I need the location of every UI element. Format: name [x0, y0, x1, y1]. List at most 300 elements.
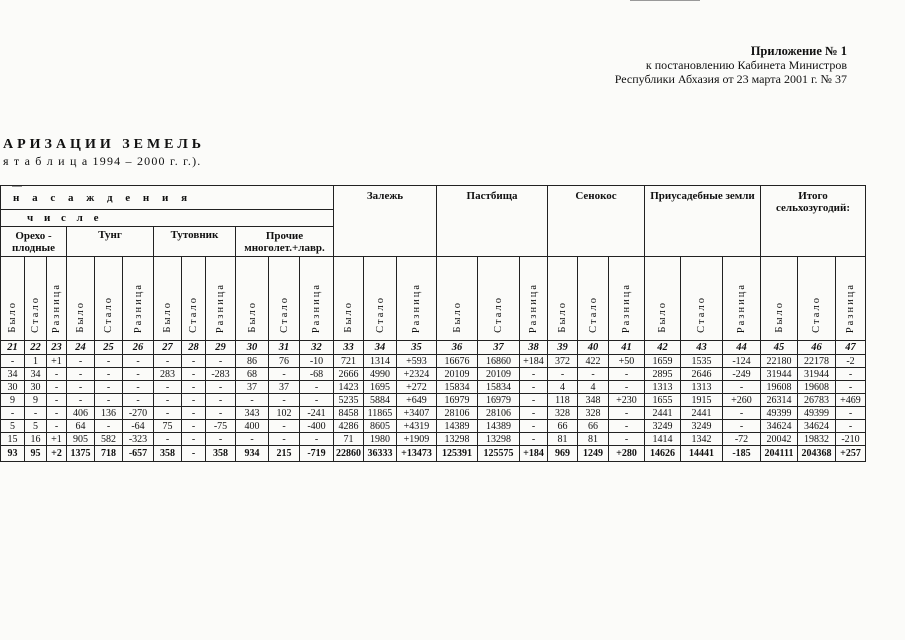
- col-label: [236, 257, 269, 341]
- table-cell: 64: [67, 420, 95, 433]
- table-cell: -: [548, 368, 578, 381]
- col-label: [47, 257, 67, 341]
- col-label: [123, 257, 154, 341]
- col-number: 45: [761, 341, 798, 355]
- table-cell: -: [182, 368, 206, 381]
- totals-cell: +184: [520, 446, 548, 462]
- table-cell: -: [609, 407, 645, 420]
- table-cell: -: [95, 394, 123, 407]
- col-label: [182, 257, 206, 341]
- table-cell: 75: [154, 420, 182, 433]
- col-number: 25: [95, 341, 123, 355]
- col-label-text: Разница: [736, 282, 747, 333]
- col-label: [334, 257, 364, 341]
- table-cell: -: [154, 394, 182, 407]
- col-number: 44: [723, 341, 761, 355]
- table-cell: -: [67, 394, 95, 407]
- table-cell: 2441: [681, 407, 723, 420]
- col-number: 23: [47, 341, 67, 355]
- table-cell: -: [95, 368, 123, 381]
- table-cell: 5235: [334, 394, 364, 407]
- col-number: 47: [836, 341, 866, 355]
- table-cell: 348: [578, 394, 609, 407]
- totals-cell: -185: [723, 446, 761, 462]
- totals-cell: 14626: [645, 446, 681, 462]
- table-cell: 328: [578, 407, 609, 420]
- table-cell: 76: [269, 355, 300, 368]
- table-cell: 34624: [798, 420, 836, 433]
- table-cell: 2666: [334, 368, 364, 381]
- totals-cell: 1249: [578, 446, 609, 462]
- table-cell: -: [47, 407, 67, 420]
- table-cell: 20042: [761, 433, 798, 446]
- table-cell: -270: [123, 407, 154, 420]
- table-cell: -: [300, 381, 334, 394]
- col-label-text: Было: [557, 301, 568, 333]
- col-label: [300, 257, 334, 341]
- table-cell: -72: [723, 433, 761, 446]
- group-itogo: Итого сельхозугодий:: [761, 186, 866, 257]
- table-cell: 37: [269, 381, 300, 394]
- col-label-text: Было: [7, 301, 18, 333]
- table-cell: +184: [520, 355, 548, 368]
- crop-header-oreho: Орехо - плодные: [1, 227, 67, 257]
- table-cell: -: [836, 420, 866, 433]
- totals-cell: 969: [548, 446, 578, 462]
- table-cell: 1423: [334, 381, 364, 394]
- col-number: 36: [437, 341, 478, 355]
- col-label: [836, 257, 866, 341]
- table-cell: 20109: [437, 368, 478, 381]
- table-cell: 19608: [761, 381, 798, 394]
- totals-cell: 934: [236, 446, 269, 462]
- table-cell: 68: [236, 368, 269, 381]
- crop-header-tutovnik: Тутовник: [154, 227, 236, 257]
- table-row: [1, 407, 866, 420]
- table-cell: 905: [67, 433, 95, 446]
- table-cell: 1695: [364, 381, 397, 394]
- group-plantings: н а с а ж д е н и я: [1, 186, 334, 210]
- col-label: [520, 257, 548, 341]
- table-cell: 16979: [478, 394, 520, 407]
- table-cell: 30: [1, 381, 25, 394]
- appendix-title: Приложение № 1: [750, 44, 847, 58]
- table-row: [1, 381, 866, 394]
- col-label: [761, 257, 798, 341]
- table-cell: -: [269, 394, 300, 407]
- totals-cell: +2: [47, 446, 67, 462]
- totals-cell: +280: [609, 446, 645, 462]
- table-cell: -10: [300, 355, 334, 368]
- table-cell: -: [723, 420, 761, 433]
- group-pastbishcha: Пастбища: [437, 186, 548, 257]
- table-cell: 22178: [798, 355, 836, 368]
- col-label-text: Стало: [278, 296, 290, 333]
- table-cell: -: [123, 381, 154, 394]
- col-number: 37: [478, 341, 520, 355]
- col-label: [437, 257, 478, 341]
- table-cell: 1313: [681, 381, 723, 394]
- col-label-text: Разница: [845, 282, 856, 333]
- col-label: [723, 257, 761, 341]
- totals-cell: 36333: [364, 446, 397, 462]
- col-label: [67, 257, 95, 341]
- table-cell: 31944: [761, 368, 798, 381]
- table-cell: -: [123, 355, 154, 368]
- table-cell: 1342: [681, 433, 723, 446]
- table-cell: 49399: [761, 407, 798, 420]
- crop-header-tung: Тунг: [67, 227, 154, 257]
- col-label-text: Разница: [215, 282, 226, 333]
- table-cell: 37: [236, 381, 269, 394]
- table-cell: -: [300, 394, 334, 407]
- table-cell: -: [520, 433, 548, 446]
- table-cell: +1909: [397, 433, 437, 446]
- table-cell: -: [154, 381, 182, 394]
- table-cell: 22180: [761, 355, 798, 368]
- table-cell: -: [836, 407, 866, 420]
- table-cell: -124: [723, 355, 761, 368]
- decree-line-2: Республики Абхазия от 23 марта 2001 г. № 37: [614, 72, 847, 86]
- col-label: [154, 257, 182, 341]
- table-cell: -: [206, 407, 236, 420]
- table-cell: 34: [25, 368, 47, 381]
- table-cell: -: [269, 420, 300, 433]
- col-number: 27: [154, 341, 182, 355]
- col-label-text: Было: [162, 301, 173, 333]
- table-cell: -: [609, 381, 645, 394]
- table-cell: 26783: [798, 394, 836, 407]
- land-table: [0, 185, 866, 462]
- table-caption: [3, 137, 205, 169]
- col-label: [397, 257, 437, 341]
- table-row: [1, 355, 866, 368]
- table-cell: 4: [548, 381, 578, 394]
- table-cell: +593: [397, 355, 437, 368]
- table-cell: 34: [1, 368, 25, 381]
- table-cell: 2646: [681, 368, 723, 381]
- col-label-text: Было: [773, 301, 785, 333]
- col-label-text: Стало: [811, 296, 822, 333]
- table-cell: 4990: [364, 368, 397, 381]
- col-label: [206, 257, 236, 341]
- col-label-text: Стало: [30, 296, 41, 333]
- table-cell: -: [67, 355, 95, 368]
- col-label: [1, 257, 25, 341]
- table-row: [1, 433, 866, 446]
- table-cell: 328: [548, 407, 578, 420]
- scan-mark-2: [12, 186, 22, 187]
- totals-cell: 1375: [67, 446, 95, 462]
- table-cell: 81: [548, 433, 578, 446]
- totals-cell: -657: [123, 446, 154, 462]
- table-cell: -241: [300, 407, 334, 420]
- totals-cell: +257: [836, 446, 866, 462]
- table-cell: +272: [397, 381, 437, 394]
- table-cell: +469: [836, 394, 866, 407]
- totals-cell: 95: [25, 446, 47, 462]
- totals-cell: 718: [95, 446, 123, 462]
- table-cell: -: [206, 394, 236, 407]
- totals-cell: 215: [269, 446, 300, 462]
- table-cell: -: [95, 355, 123, 368]
- table-cell: -: [609, 433, 645, 446]
- col-number: 22: [25, 341, 47, 355]
- table-cell: 1659: [645, 355, 681, 368]
- table-cell: -283: [206, 368, 236, 381]
- crop-header-prochie: Прочие многолет.+лавр.: [236, 227, 334, 257]
- table-cell: 721: [334, 355, 364, 368]
- col-label-text: Было: [451, 301, 463, 333]
- col-label: [578, 257, 609, 341]
- table-cell: 13298: [478, 433, 520, 446]
- table-cell: -: [520, 381, 548, 394]
- table-cell: -: [182, 420, 206, 433]
- table-cell: 16979: [437, 394, 478, 407]
- totals-cell: 14441: [681, 446, 723, 462]
- table-cell: -400: [300, 420, 334, 433]
- table-cell: 406: [67, 407, 95, 420]
- scan-mark-1: [630, 0, 700, 1]
- table-cell: 400: [236, 420, 269, 433]
- table-cell: 118: [548, 394, 578, 407]
- table-cell: -: [123, 394, 154, 407]
- col-label-text: Разница: [411, 282, 422, 333]
- col-label-text: Разница: [528, 282, 539, 333]
- table-cell: 34624: [761, 420, 798, 433]
- table-cell: 5: [25, 420, 47, 433]
- table-cell: 1414: [645, 433, 681, 446]
- table-cell: 30: [25, 381, 47, 394]
- table-cell: 343: [236, 407, 269, 420]
- col-label: [681, 257, 723, 341]
- totals-cell: -: [182, 446, 206, 462]
- col-label-text: Было: [75, 301, 86, 333]
- table-cell: 5: [1, 420, 25, 433]
- col-label: [269, 257, 300, 341]
- table-cell: 14389: [437, 420, 478, 433]
- table-cell: -: [723, 407, 761, 420]
- table-cell: 3249: [681, 420, 723, 433]
- table-cell: -: [206, 381, 236, 394]
- table-cell: 8458: [334, 407, 364, 420]
- table-cell: -: [47, 381, 67, 394]
- col-number: 21: [1, 341, 25, 355]
- table-cell: -: [578, 368, 609, 381]
- col-number: 39: [548, 341, 578, 355]
- table-cell: 102: [269, 407, 300, 420]
- table-cell: +4319: [397, 420, 437, 433]
- table-cell: 16676: [437, 355, 478, 368]
- col-number: 32: [300, 341, 334, 355]
- totals-cell: 125575: [478, 446, 520, 462]
- col-number: 41: [609, 341, 645, 355]
- totals-row: [1, 446, 866, 462]
- table-cell: -: [206, 433, 236, 446]
- table-cell: 9: [25, 394, 47, 407]
- table-cell: 49399: [798, 407, 836, 420]
- table-cell: 1915: [681, 394, 723, 407]
- table-cell: 372: [548, 355, 578, 368]
- caption-line-1: АРИЗАЦИИ ЗЕМЕЛЬ: [3, 137, 206, 152]
- table-cell: -: [723, 381, 761, 394]
- col-label-text: Разница: [51, 282, 62, 333]
- data-table: [0, 185, 866, 462]
- totals-cell: 93: [1, 446, 25, 462]
- table-cell: -: [520, 394, 548, 407]
- col-label-text: Разница: [311, 282, 322, 333]
- table-cell: +50: [609, 355, 645, 368]
- col-number: 33: [334, 341, 364, 355]
- table-cell: -: [95, 381, 123, 394]
- table-cell: 283: [154, 368, 182, 381]
- table-cell: 28106: [437, 407, 478, 420]
- table-cell: 81: [578, 433, 609, 446]
- col-number: 43: [681, 341, 723, 355]
- table-cell: +649: [397, 394, 437, 407]
- table-cell: 28106: [478, 407, 520, 420]
- table-cell: -210: [836, 433, 866, 446]
- table-cell: 1314: [364, 355, 397, 368]
- col-label-text: Разница: [132, 282, 144, 333]
- table-cell: 4286: [334, 420, 364, 433]
- table-cell: +1: [47, 355, 67, 368]
- table-cell: -: [520, 368, 548, 381]
- table-cell: 5884: [364, 394, 397, 407]
- table-cell: -: [269, 433, 300, 446]
- table-cell: 2895: [645, 368, 681, 381]
- col-label-text: Разница: [621, 282, 632, 333]
- caption-line-2: я т а б л и ц а 1994 – 2000 г. г.).: [3, 154, 202, 168]
- table-cell: 2441: [645, 407, 681, 420]
- totals-cell: +13473: [397, 446, 437, 462]
- table-row: [1, 394, 866, 407]
- table-cell: 14389: [478, 420, 520, 433]
- table-cell: 582: [95, 433, 123, 446]
- table-cell: 1655: [645, 394, 681, 407]
- table-cell: 66: [548, 420, 578, 433]
- table-cell: -68: [300, 368, 334, 381]
- table-cell: -: [206, 355, 236, 368]
- col-number: 46: [798, 341, 836, 355]
- table-cell: 1535: [681, 355, 723, 368]
- col-number: 30: [236, 341, 269, 355]
- table-cell: -: [609, 368, 645, 381]
- table-cell: 1980: [364, 433, 397, 446]
- col-label-text: Стало: [696, 296, 707, 333]
- table-cell: -: [520, 407, 548, 420]
- col-number: 29: [206, 341, 236, 355]
- col-number: 34: [364, 341, 397, 355]
- col-label: [645, 257, 681, 341]
- col-number: 40: [578, 341, 609, 355]
- table-cell: -: [1, 355, 25, 368]
- table-cell: -: [47, 368, 67, 381]
- group-senokos: Сенокос: [548, 186, 645, 257]
- table-row: [1, 368, 866, 381]
- group-prisadebnye: Приусадебные земли: [645, 186, 761, 257]
- col-label-text: Было: [343, 301, 354, 333]
- table-cell: -: [67, 381, 95, 394]
- table-cell: 16860: [478, 355, 520, 368]
- col-label-text: Стало: [493, 296, 504, 333]
- table-cell: 9: [1, 394, 25, 407]
- col-label-text: Стало: [587, 296, 599, 333]
- col-label: [609, 257, 645, 341]
- totals-cell: 125391: [437, 446, 478, 462]
- table-cell: -2: [836, 355, 866, 368]
- col-number: 24: [67, 341, 95, 355]
- col-label: [548, 257, 578, 341]
- col-label: [798, 257, 836, 341]
- table-cell: -: [47, 394, 67, 407]
- col-number: 26: [123, 341, 154, 355]
- table-cell: 31944: [798, 368, 836, 381]
- table-cell: -: [123, 368, 154, 381]
- table-cell: 19608: [798, 381, 836, 394]
- table-cell: 13298: [437, 433, 478, 446]
- table-cell: -: [182, 381, 206, 394]
- col-label-text: Было: [246, 301, 258, 333]
- table-cell: -: [182, 394, 206, 407]
- table-cell: -: [182, 433, 206, 446]
- col-number: 42: [645, 341, 681, 355]
- table-cell: -: [154, 355, 182, 368]
- table-cell: -: [47, 420, 67, 433]
- table-cell: -249: [723, 368, 761, 381]
- table-cell: 71: [334, 433, 364, 446]
- table-cell: -: [154, 407, 182, 420]
- decree-line-1: к постановлению Кабинета Министров: [645, 58, 847, 72]
- table-cell: -: [300, 433, 334, 446]
- table-cell: -323: [123, 433, 154, 446]
- table-cell: -: [236, 433, 269, 446]
- table-row: [1, 420, 866, 433]
- table-cell: +3407: [397, 407, 437, 420]
- table-cell: +1: [47, 433, 67, 446]
- table-cell: -: [609, 420, 645, 433]
- table-cell: -75: [206, 420, 236, 433]
- col-number: 35: [397, 341, 437, 355]
- col-label-text: Стало: [103, 296, 114, 333]
- table-cell: 3249: [645, 420, 681, 433]
- col-label: [95, 257, 123, 341]
- col-label: [478, 257, 520, 341]
- col-number: 31: [269, 341, 300, 355]
- table-cell: 136: [95, 407, 123, 420]
- totals-cell: 204368: [798, 446, 836, 462]
- table-cell: 15834: [478, 381, 520, 394]
- table-cell: 11865: [364, 407, 397, 420]
- group-sub-header: ч и с л е: [1, 210, 334, 227]
- table-cell: -: [520, 420, 548, 433]
- col-label-text: Стало: [188, 296, 199, 333]
- col-label: [364, 257, 397, 341]
- totals-cell: 358: [154, 446, 182, 462]
- table-cell: -: [154, 433, 182, 446]
- table-cell: 16: [25, 433, 47, 446]
- table-cell: +2324: [397, 368, 437, 381]
- table-cell: 15834: [437, 381, 478, 394]
- table-cell: +230: [609, 394, 645, 407]
- table-cell: -: [67, 368, 95, 381]
- table-cell: -: [236, 394, 269, 407]
- table-cell: -: [836, 368, 866, 381]
- table-cell: +260: [723, 394, 761, 407]
- table-cell: 4: [578, 381, 609, 394]
- table-cell: 19832: [798, 433, 836, 446]
- table-cell: 26314: [761, 394, 798, 407]
